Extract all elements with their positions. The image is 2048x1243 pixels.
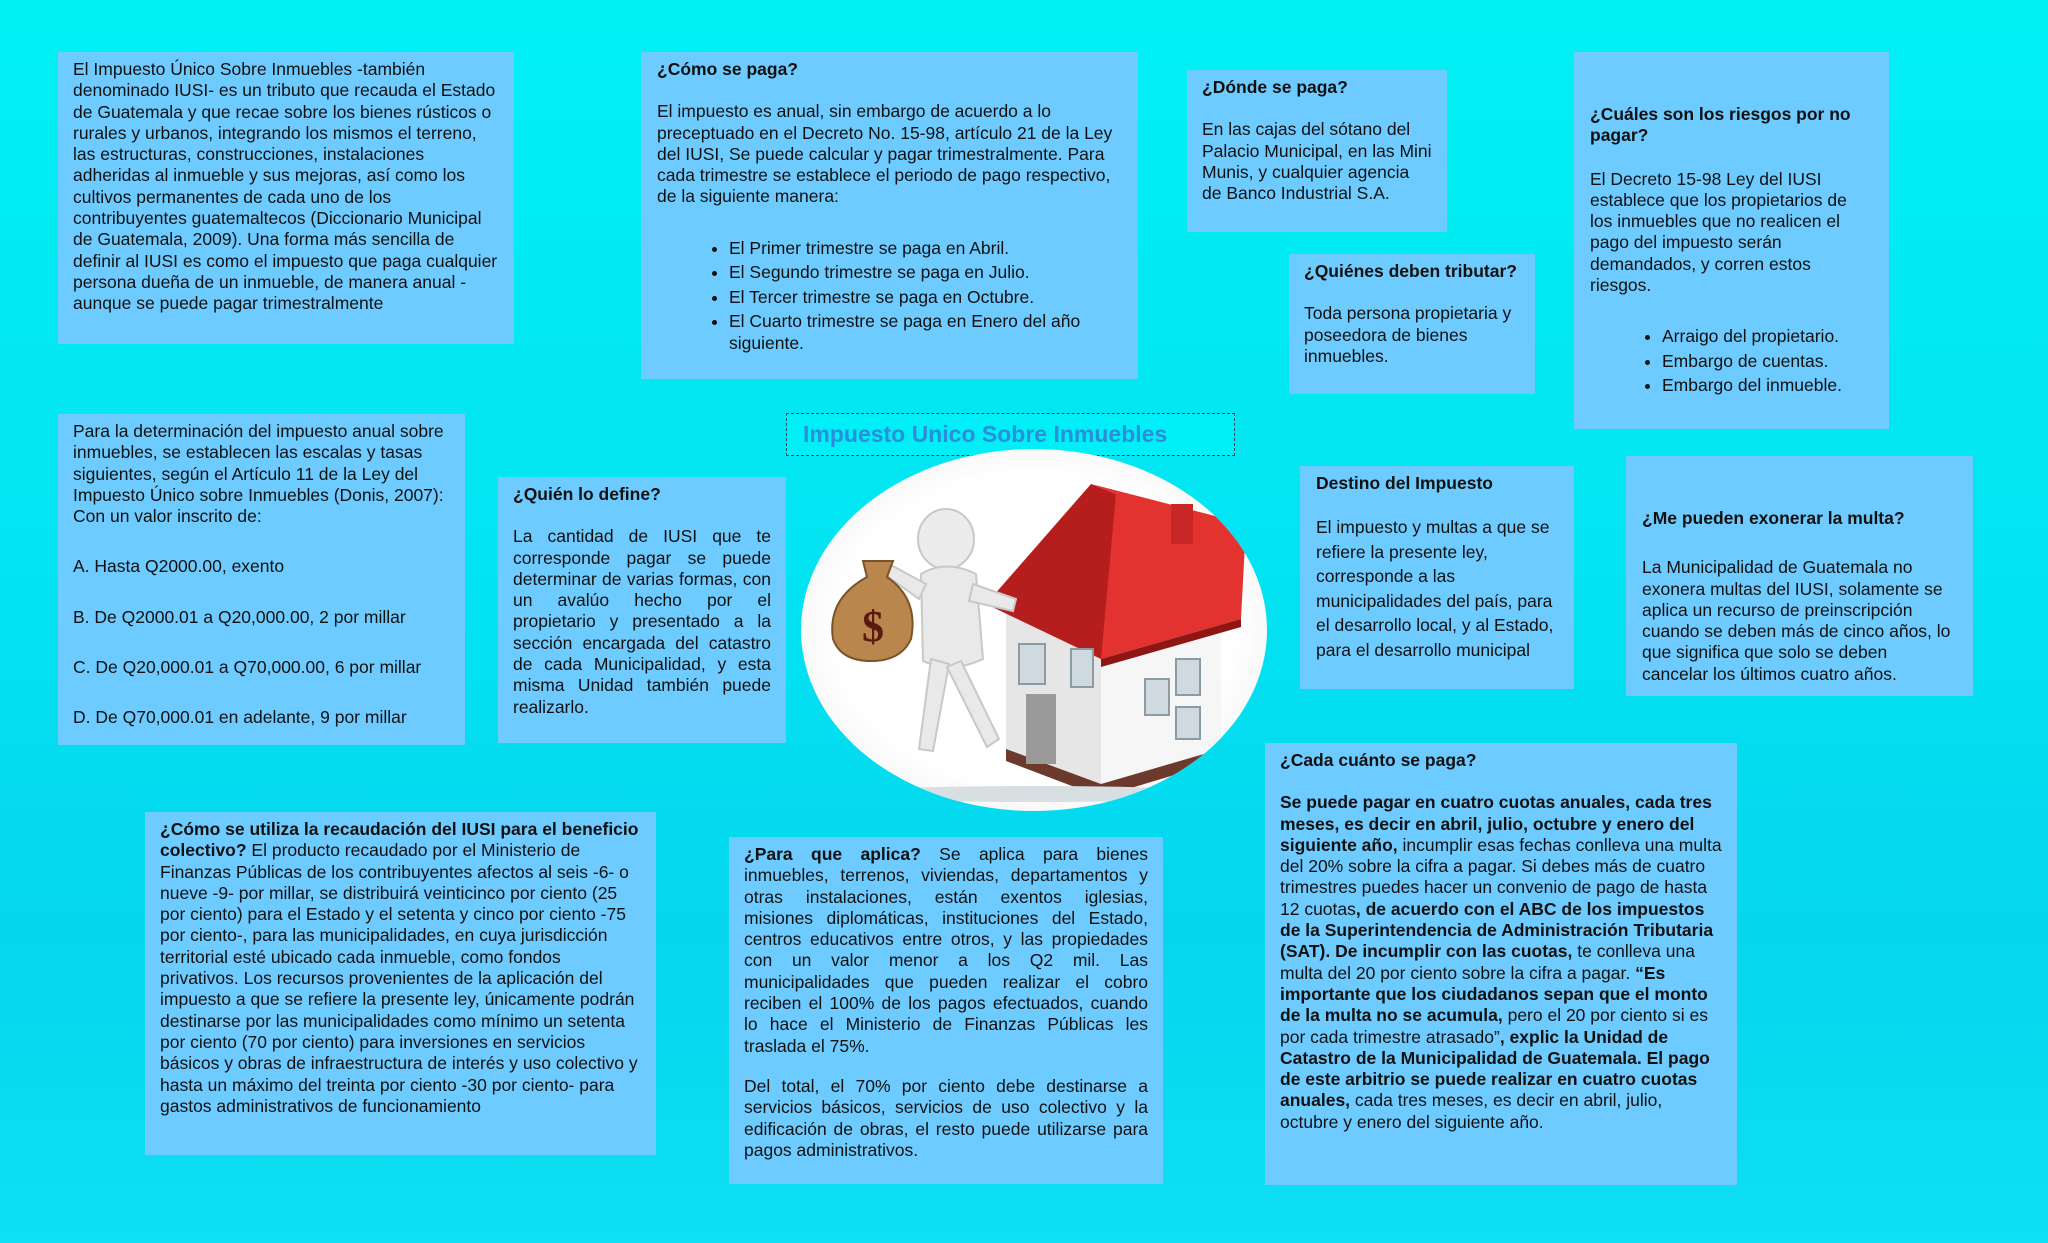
para-que-aplica-heading: ¿Para que aplica?: [744, 844, 921, 864]
cada-cuanto-heading: ¿Cada cuánto se paga?: [1280, 750, 1477, 770]
quien-define-text: La cantidad de IUSI que te corresponde pagar se puede determinar de varias formas, con un avalúo hecho por el propietario y presentado a la sección encargada del catastro de cada Municipalidad, y esta misma Unidad también puede realizarlo.: [513, 526, 771, 717]
intro-text: El Impuesto Único Sobre Inmuebles -también denominado IUSI- es un tributo que recauda el Estado de Guatemala y que recae sobre los bienes rústicos o rurales y urbanos, integrando los mismos el terreno, las estructuras, construcciones, instalaciones adheridas al inmueble y sus mejoras, así como los cultivos permanentes de cada uno de los contribuyentes guatemaltecos (Diccionario Municipal de Guatemala, 2009). Una forma más sencilla de definir al IUSI es como el impuesto que paga cualquier persona dueña de un inmueble, de manera anual -aunque se puede pagar trimestralmente: [73, 59, 498, 314]
donde-se-paga-heading: ¿Dónde se paga?: [1202, 77, 1348, 97]
exonerar-heading: ¿Me pueden exonerar la multa?: [1642, 508, 1905, 528]
destino-text: El impuesto y multas a que se refiere la presente ley, corresponde a las municipalidades del país, para el desarrollo local, y al Estado, para el desarrollo municipal: [1316, 517, 1554, 660]
list-item: • Embargo de cuentas.: [1662, 349, 1873, 374]
riesgos-list: [1590, 324, 1873, 398]
trimestre-list: [657, 236, 1122, 354]
house-window: [1176, 659, 1200, 695]
shadow: [834, 786, 1234, 802]
house-window: [1145, 679, 1169, 715]
quienes-deben-heading: ¿Quiénes deben tributar?: [1304, 261, 1517, 281]
riesgos-text: El Decreto 15-98 Ley del IUSI establece que los propietarios de los inmuebles que no realicen el pago del impuesto serán demandados, y corren estos riesgos.: [1590, 168, 1847, 296]
destino-heading: Destino del Impuesto: [1316, 473, 1493, 493]
quienes-deben-text: Toda persona propietaria y poseedora de bienes inmuebles.: [1304, 303, 1512, 366]
list-item: • Arraigo del propietario.: [1662, 324, 1873, 349]
quien-define-heading: ¿Quién lo define?: [513, 484, 661, 504]
exonerar-text: La Municipalidad de Guatemala no exonera multas del IUSI, solamente se aplica un recurso de preinscripción cuando se deben más de cinco años, lo que significa que solo se deben cancelar los últimos cuatro años.: [1642, 557, 1951, 684]
house-chimney: [1171, 504, 1193, 544]
page-title: Impuesto Unico Sobre Inmuebles: [786, 413, 1235, 456]
como-se-paga-text: El impuesto es anual, sin embargo de acuerdo a lo preceptuado en el Decreto No. 15-98, artículo 21 de la Ley del IUSI, Se puede calcular y pagar trimestralmente. Para cada trimestre se establece el periodo de pago respectivo, de la siguiente manera:: [657, 101, 1113, 207]
como-se-paga-card: [641, 52, 1138, 379]
house-window: [1019, 644, 1045, 684]
house-roof-left: [986, 484, 1116, 659]
recaudacion-text: El producto recaudado por el Ministerio de Finanzas Públicas de los contribuyentes afectos al seis -6- o nueve -9- por millar, se distribuirá veinticinco por ciento (25 por ciento) para el Estado y el setenta y cinco por ciento -75 por ciento-, para las municipalidades, en cuya jurisdicción territorial esté ubicado cada inmueble, como fondos privativos. Los recursos provenientes de la aplicación del impuesto a que se refiere la presente ley, únicamente podrán destinarse por las municipalidades como mínimo un setenta por ciento (70 por ciento) para inversiones en servicios básicos y obras de infraestructura de interés y uso colectivo y hasta un máximo del treinta por ciento -30 por ciento- para gastos administrativos de funcionamiento: [160, 840, 638, 1116]
list-item: • El Primer trimestre se paga en Abril.: [729, 236, 1122, 261]
text-segment: pero el 20 por ciento si es por cada trimestre atrasado”: [1280, 1005, 1708, 1047]
escala-item: C. De Q20,000.01 a Q70,000.00, 6 por millar: [73, 657, 422, 678]
text-segment: , de acuerdo con el ABC de los impuestos de la Superintendencia de Administración Tributaria (SAT). De incumplir con las cuotas,: [1280, 898, 1714, 962]
list-item: • El Segundo trimestre se paga en Julio.: [729, 260, 1122, 285]
como-se-paga-heading: ¿Cómo se paga?: [657, 59, 798, 79]
house-door: [1026, 694, 1056, 764]
text-segment: “Es importante que los ciudadanos sepan que el monto de la multa no se acumula,: [1280, 962, 1708, 1026]
donde-se-paga-text: En las cajas del sótano del Palacio Municipal, en las Mini Munis, y cualquier agencia de Banco Industrial S.A.: [1202, 119, 1432, 204]
escalas-text: Para la determinación del impuesto anual sobre inmuebles, se establecen las escalas y tasas siguientes, según el Artículo 11 de la Ley del Impuesto Único sobre Inmuebles (Donis, 2007): Con un valor inscrito de:: [73, 421, 444, 527]
list-item: • Embargo del inmueble.: [1662, 373, 1873, 398]
list-item: • El Cuarto trimestre se paga en Enero del año siguiente.: [729, 311, 1122, 354]
person-body: [921, 567, 983, 668]
quien-define-card: [498, 477, 786, 743]
illustration: [801, 449, 1267, 811]
para-que-aplica-text2: Del total, el 70% por ciento debe destinarse a servicios básicos, servicios de uso colectivo y la edificación de obras, el resto puede utilizarse para pagos administrativos.: [744, 1075, 1148, 1160]
intro-card: [58, 52, 514, 344]
escala-item: A. Hasta Q2000.00, exento: [73, 556, 285, 577]
list-item: • El Tercer trimestre se paga en Octubre.: [729, 285, 1122, 310]
text-segment: Se puede pagar en cuatro cuotas anuales, cada tres meses, es decir en abril, julio, octubre y enero del siguiente año,: [1280, 792, 1712, 855]
person-head: [918, 509, 974, 569]
riesgos-heading: ¿Cuáles son los riesgos por no pagar?: [1590, 104, 1851, 146]
house-window: [1176, 707, 1200, 739]
person-leg-right: [947, 661, 999, 747]
recaudacion-card: [145, 812, 656, 1155]
escalas-card: [58, 414, 465, 745]
para-que-aplica-card: [729, 837, 1163, 1184]
riesgos-card: [1574, 52, 1889, 429]
donde-se-paga-card: [1187, 70, 1447, 232]
person-house-money-bag-illustration: [801, 449, 1267, 811]
para-que-aplica-paragraph: [744, 844, 1148, 1057]
escala-item: D. De Q70,000.01 en adelante, 9 por millar: [73, 707, 407, 728]
exonerar-card: [1626, 456, 1973, 696]
recaudacion-heading: ¿Cómo se utiliza la recaudación del IUSI para el beneficio colectivo?: [160, 819, 639, 861]
escala-item: B. De Q2000.01 a Q20,000.00, 2 por millar: [73, 606, 406, 627]
person-leg-left: [919, 659, 949, 751]
cada-cuanto-card: [1265, 743, 1737, 1185]
house-window: [1071, 649, 1093, 687]
text-segment: incumplir esas fechas conlleva una multa del 20% sobre la cifra a pagar. Si debes más de cuatro trimestres puedes hacer un convenio de pago de hasta 12 cuotas: [1280, 834, 1722, 919]
text-segment: , explic la Unidad de Catastro de la Municipalidad de Guatemala. El pago de este arbitrio se puede realizar en cuatro cuotas anuales,: [1280, 1026, 1710, 1111]
text-segment: cada tres meses, es decir en abril, julio, octubre y enero del siguiente año.: [1280, 1090, 1663, 1132]
quienes-deben-card: [1289, 254, 1535, 394]
destino-card: [1300, 466, 1574, 689]
cada-cuanto-text: [1280, 792, 1722, 1133]
dollar-icon: $: [862, 602, 884, 651]
para-que-aplica-text: Se aplica para bienes inmuebles, terrenos, viviendas, departamentos y otras instalaciones, están exentos iglesias, misiones diplomáticas, instituciones del Estado, centros educativos entre otros, y las propiedades con un valor menor a los Q2 mil. Las municipalidades que pueden realizar el cobro reciben el 100% de los pagos efectuados, cuando lo hace el Ministerio de Finanzas Públicas les traslada el 75%.: [744, 844, 1148, 1056]
recaudacion-paragraph: [160, 819, 641, 1117]
text-segment: te conlleva una multa del 20 por ciento sobre la cifra a pagar.: [1280, 941, 1695, 983]
